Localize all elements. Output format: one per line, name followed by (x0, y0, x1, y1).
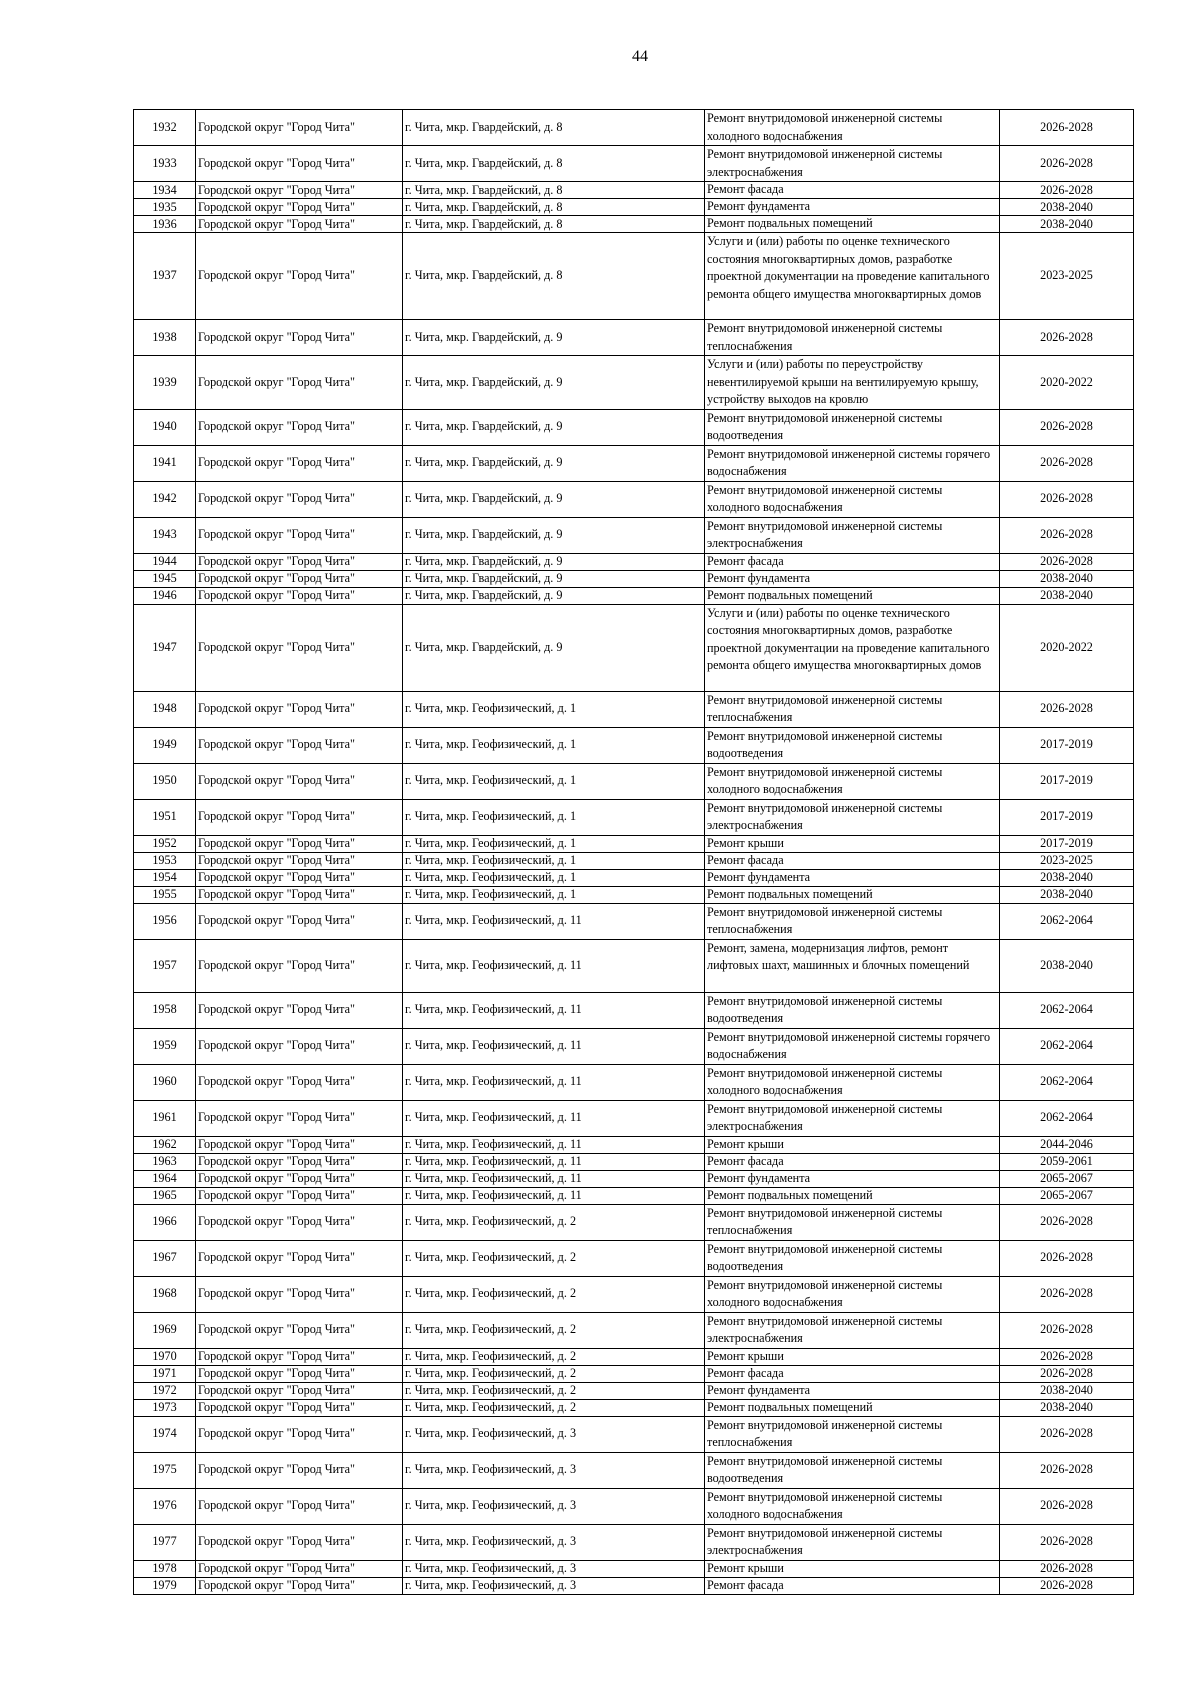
work-type-cell: Ремонт фундамента (705, 1170, 1000, 1187)
period-cell: 2026-2028 (1000, 553, 1134, 570)
municipality-cell: Городской округ "Город Чита" (196, 1170, 403, 1187)
table-row (134, 146, 1134, 182)
period-cell: 2059-2061 (1000, 1153, 1134, 1170)
period-cell: 2026-2028 (1000, 182, 1134, 199)
municipality-cell: Городской округ "Город Чита" (196, 481, 403, 517)
table-row (134, 182, 1134, 199)
work-type-cell: Ремонт внутридомовой инженерной системы электроснабжения (705, 1100, 1000, 1136)
period-cell: 2026-2028 (1000, 1348, 1134, 1365)
table-row (134, 1524, 1134, 1560)
address-cell: г. Чита, мкр. Геофизический, д. 2 (403, 1399, 705, 1416)
table-row (134, 835, 1134, 852)
address-cell: г. Чита, мкр. Геофизический, д. 1 (403, 763, 705, 799)
period-cell: 2026-2028 (1000, 445, 1134, 481)
address-cell: г. Чита, мкр. Гвардейский, д. 9 (403, 481, 705, 517)
work-type-cell: Ремонт фасада (705, 182, 1000, 199)
row-number-cell: 1952 (134, 835, 196, 852)
municipality-cell: Городской округ "Город Чита" (196, 763, 403, 799)
period-cell: 2065-2067 (1000, 1187, 1134, 1204)
municipality-cell: Городской округ "Город Чита" (196, 199, 403, 216)
municipality-cell: Городской округ "Город Чита" (196, 869, 403, 886)
municipality-cell: Городской округ "Город Чита" (196, 1577, 403, 1594)
work-type-cell: Ремонт внутридомовой инженерной системы горячего водоснабжения (705, 445, 1000, 481)
work-type-cell: Ремонт внутридомовой инженерной системы холодного водоснабжения (705, 1276, 1000, 1312)
table-row (134, 903, 1134, 939)
work-type-cell: Ремонт фундамента (705, 1382, 1000, 1399)
period-cell: 2026-2028 (1000, 1312, 1134, 1348)
address-cell: г. Чита, мкр. Геофизический, д. 3 (403, 1488, 705, 1524)
work-type-cell: Ремонт внутридомовой инженерной системы теплоснабжения (705, 691, 1000, 727)
address-cell: г. Чита, мкр. Гвардейский, д. 8 (403, 146, 705, 182)
work-type-cell: Ремонт подвальных помещений (705, 216, 1000, 233)
capital-repair-register-table (133, 109, 1134, 1595)
table-row (134, 110, 1134, 146)
address-cell: г. Чита, мкр. Геофизический, д. 1 (403, 869, 705, 886)
address-cell: г. Чита, мкр. Геофизический, д. 2 (403, 1240, 705, 1276)
municipality-cell: Городской округ "Город Чита" (196, 445, 403, 481)
work-type-cell: Ремонт внутридомовой инженерной системы электроснабжения (705, 799, 1000, 835)
municipality-cell: Городской округ "Город Чита" (196, 1136, 403, 1153)
municipality-cell: Городской округ "Город Чита" (196, 587, 403, 604)
row-number-cell: 1969 (134, 1312, 196, 1348)
municipality-cell: Городской округ "Город Чита" (196, 992, 403, 1028)
work-type-cell: Услуги и (или) работы по оценке технического состояния многоквартирных домов, разработке проектной документации на проведение капитального ремонта общего имущества многоквартирных домов (705, 604, 1000, 691)
municipality-cell: Городской округ "Город Чита" (196, 320, 403, 356)
work-type-cell: Ремонт внутридомовой инженерной системы теплоснабжения (705, 1416, 1000, 1452)
period-cell: 2062-2064 (1000, 992, 1134, 1028)
period-cell: 2017-2019 (1000, 835, 1134, 852)
table-row (134, 517, 1134, 553)
row-number-cell: 1940 (134, 409, 196, 445)
period-cell: 2038-2040 (1000, 886, 1134, 903)
period-cell: 2026-2028 (1000, 1577, 1134, 1594)
row-number-cell: 1932 (134, 110, 196, 146)
row-number-cell: 1975 (134, 1452, 196, 1488)
table-row (134, 763, 1134, 799)
work-type-cell: Ремонт крыши (705, 1136, 1000, 1153)
table-row (134, 1577, 1134, 1594)
municipality-cell: Городской округ "Город Чита" (196, 356, 403, 410)
row-number-cell: 1964 (134, 1170, 196, 1187)
table-row (134, 553, 1134, 570)
municipality-cell: Городской округ "Город Чита" (196, 799, 403, 835)
period-cell: 2038-2040 (1000, 869, 1134, 886)
table-row (134, 1452, 1134, 1488)
table-row (134, 886, 1134, 903)
row-number-cell: 1939 (134, 356, 196, 410)
municipality-cell: Городской округ "Город Чита" (196, 517, 403, 553)
address-cell: г. Чита, мкр. Гвардейский, д. 8 (403, 182, 705, 199)
table-row (134, 1136, 1134, 1153)
period-cell: 2038-2040 (1000, 199, 1134, 216)
period-cell: 2062-2064 (1000, 1100, 1134, 1136)
address-cell: г. Чита, мкр. Геофизический, д. 11 (403, 903, 705, 939)
address-cell: г. Чита, мкр. Гвардейский, д. 9 (403, 570, 705, 587)
row-number-cell: 1968 (134, 1276, 196, 1312)
municipality-cell: Городской округ "Город Чита" (196, 1312, 403, 1348)
row-number-cell: 1959 (134, 1028, 196, 1064)
table-row (134, 320, 1134, 356)
address-cell: г. Чита, мкр. Гвардейский, д. 8 (403, 110, 705, 146)
work-type-cell: Ремонт подвальных помещений (705, 587, 1000, 604)
municipality-cell: Городской округ "Город Чита" (196, 570, 403, 587)
period-cell: 2062-2064 (1000, 1028, 1134, 1064)
row-number-cell: 1937 (134, 233, 196, 320)
period-cell: 2023-2025 (1000, 233, 1134, 320)
municipality-cell: Городской округ "Город Чита" (196, 1187, 403, 1204)
work-type-cell: Ремонт внутридомовой инженерной системы холодного водоснабжения (705, 110, 1000, 146)
row-number-cell: 1977 (134, 1524, 196, 1560)
period-cell: 2062-2064 (1000, 1064, 1134, 1100)
row-number-cell: 1958 (134, 992, 196, 1028)
period-cell: 2026-2028 (1000, 110, 1134, 146)
row-number-cell: 1971 (134, 1365, 196, 1382)
period-cell: 2026-2028 (1000, 320, 1134, 356)
row-number-cell: 1963 (134, 1153, 196, 1170)
work-type-cell: Ремонт фасада (705, 1365, 1000, 1382)
row-number-cell: 1933 (134, 146, 196, 182)
address-cell: г. Чита, мкр. Геофизический, д. 3 (403, 1452, 705, 1488)
work-type-cell: Ремонт внутридомовой инженерной системы теплоснабжения (705, 1204, 1000, 1240)
work-type-cell: Ремонт крыши (705, 1348, 1000, 1365)
period-cell: 2026-2028 (1000, 1416, 1134, 1452)
row-number-cell: 1955 (134, 886, 196, 903)
row-number-cell: 1962 (134, 1136, 196, 1153)
row-number-cell: 1936 (134, 216, 196, 233)
work-type-cell: Ремонт внутридомовой инженерной системы водоотведения (705, 727, 1000, 763)
table-row (134, 691, 1134, 727)
period-cell: 2017-2019 (1000, 799, 1134, 835)
row-number-cell: 1934 (134, 182, 196, 199)
table-row (134, 1365, 1134, 1382)
municipality-cell: Городской округ "Город Чита" (196, 409, 403, 445)
municipality-cell: Городской округ "Город Чита" (196, 1452, 403, 1488)
address-cell: г. Чита, мкр. Геофизический, д. 1 (403, 799, 705, 835)
address-cell: г. Чита, мкр. Гвардейский, д. 9 (403, 409, 705, 445)
table-row (134, 799, 1134, 835)
work-type-cell: Ремонт внутридомовой инженерной системы электроснабжения (705, 517, 1000, 553)
municipality-cell: Городской округ "Город Чита" (196, 691, 403, 727)
work-type-cell: Ремонт фасада (705, 1577, 1000, 1594)
table-row (134, 409, 1134, 445)
work-type-cell: Ремонт подвальных помещений (705, 886, 1000, 903)
work-type-cell: Ремонт внутридомовой инженерной системы теплоснабжения (705, 320, 1000, 356)
period-cell: 2026-2028 (1000, 1560, 1134, 1577)
address-cell: г. Чита, мкр. Гвардейский, д. 9 (403, 356, 705, 410)
table-row (134, 939, 1134, 992)
register-body (134, 110, 1134, 1595)
work-type-cell: Ремонт внутридомовой инженерной системы водоотведения (705, 992, 1000, 1028)
address-cell: г. Чита, мкр. Геофизический, д. 1 (403, 691, 705, 727)
period-cell: 2044-2046 (1000, 1136, 1134, 1153)
table-row (134, 1276, 1134, 1312)
page-number: 44 (632, 48, 648, 65)
period-cell: 2026-2028 (1000, 1524, 1134, 1560)
work-type-cell: Ремонт внутридомовой инженерной системы холодного водоснабжения (705, 1064, 1000, 1100)
row-number-cell: 1967 (134, 1240, 196, 1276)
row-number-cell: 1954 (134, 869, 196, 886)
table-row (134, 1204, 1134, 1240)
row-number-cell: 1942 (134, 481, 196, 517)
period-cell: 2038-2040 (1000, 1399, 1134, 1416)
period-cell: 2026-2028 (1000, 481, 1134, 517)
period-cell: 2038-2040 (1000, 939, 1134, 992)
table-row (134, 216, 1134, 233)
address-cell: г. Чита, мкр. Гвардейский, д. 9 (403, 445, 705, 481)
row-number-cell: 1953 (134, 852, 196, 869)
municipality-cell: Городской округ "Город Чита" (196, 1028, 403, 1064)
table-row (134, 1187, 1134, 1204)
address-cell: г. Чита, мкр. Геофизический, д. 11 (403, 939, 705, 992)
row-number-cell: 1966 (134, 1204, 196, 1240)
table-row (134, 1028, 1134, 1064)
municipality-cell: Городской округ "Город Чита" (196, 233, 403, 320)
row-number-cell: 1957 (134, 939, 196, 992)
row-number-cell: 1944 (134, 553, 196, 570)
table-row (134, 869, 1134, 886)
table-row (134, 1312, 1134, 1348)
address-cell: г. Чита, мкр. Геофизический, д. 2 (403, 1348, 705, 1365)
row-number-cell: 1938 (134, 320, 196, 356)
work-type-cell: Ремонт фундамента (705, 570, 1000, 587)
municipality-cell: Городской округ "Город Чита" (196, 1153, 403, 1170)
municipality-cell: Городской округ "Город Чита" (196, 1064, 403, 1100)
period-cell: 2017-2019 (1000, 763, 1134, 799)
work-type-cell: Услуги и (или) работы по оценке технического состояния многоквартирных домов, разработке проектной документации на проведение капитального ремонта общего имущества многоквартирных домов (705, 233, 1000, 320)
table-row (134, 992, 1134, 1028)
address-cell: г. Чита, мкр. Геофизический, д. 2 (403, 1365, 705, 1382)
table-row (134, 1348, 1134, 1365)
work-type-cell: Ремонт, замена, модернизация лифтов, ремонт лифтовых шахт, машинных и блочных помещений (705, 939, 1000, 992)
period-cell: 2026-2028 (1000, 146, 1134, 182)
row-number-cell: 1950 (134, 763, 196, 799)
work-type-cell: Ремонт подвальных помещений (705, 1187, 1000, 1204)
period-cell: 2026-2028 (1000, 1204, 1134, 1240)
table-row (134, 1064, 1134, 1100)
municipality-cell: Городской округ "Город Чита" (196, 604, 403, 691)
address-cell: г. Чита, мкр. Гвардейский, д. 8 (403, 233, 705, 320)
work-type-cell: Услуги и (или) работы по переустройству невентилируемой крыши на вентилируемую крышу, устройству выходов на кровлю (705, 356, 1000, 410)
row-number-cell: 1972 (134, 1382, 196, 1399)
address-cell: г. Чита, мкр. Геофизический, д. 11 (403, 1064, 705, 1100)
table-row (134, 587, 1134, 604)
municipality-cell: Городской округ "Город Чита" (196, 1204, 403, 1240)
address-cell: г. Чита, мкр. Геофизический, д. 1 (403, 727, 705, 763)
work-type-cell: Ремонт внутридомовой инженерной системы водоотведения (705, 409, 1000, 445)
work-type-cell: Ремонт внутридомовой инженерной системы электроснабжения (705, 1312, 1000, 1348)
work-type-cell: Ремонт внутридомовой инженерной системы холодного водоснабжения (705, 1488, 1000, 1524)
row-number-cell: 1973 (134, 1399, 196, 1416)
address-cell: г. Чита, мкр. Геофизический, д. 1 (403, 852, 705, 869)
municipality-cell: Городской округ "Город Чита" (196, 553, 403, 570)
period-cell: 2026-2028 (1000, 1452, 1134, 1488)
municipality-cell: Городской округ "Город Чита" (196, 1240, 403, 1276)
table-row (134, 1416, 1134, 1452)
work-type-cell: Ремонт внутридомовой инженерной системы водоотведения (705, 1452, 1000, 1488)
row-number-cell: 1956 (134, 903, 196, 939)
address-cell: г. Чита, мкр. Геофизический, д. 3 (403, 1560, 705, 1577)
period-cell: 2026-2028 (1000, 1276, 1134, 1312)
table-row (134, 1240, 1134, 1276)
row-number-cell: 1961 (134, 1100, 196, 1136)
work-type-cell: Ремонт крыши (705, 1560, 1000, 1577)
address-cell: г. Чита, мкр. Геофизический, д. 2 (403, 1204, 705, 1240)
address-cell: г. Чита, мкр. Геофизический, д. 11 (403, 1028, 705, 1064)
table-row (134, 1153, 1134, 1170)
period-cell: 2038-2040 (1000, 587, 1134, 604)
work-type-cell: Ремонт подвальных помещений (705, 1399, 1000, 1416)
period-cell: 2038-2040 (1000, 1382, 1134, 1399)
row-number-cell: 1951 (134, 799, 196, 835)
period-cell: 2038-2040 (1000, 216, 1134, 233)
work-type-cell: Ремонт внутридомовой инженерной системы теплоснабжения (705, 903, 1000, 939)
address-cell: г. Чита, мкр. Геофизический, д. 2 (403, 1312, 705, 1348)
address-cell: г. Чита, мкр. Гвардейский, д. 9 (403, 587, 705, 604)
address-cell: г. Чита, мкр. Гвардейский, д. 8 (403, 216, 705, 233)
period-cell: 2026-2028 (1000, 691, 1134, 727)
period-cell: 2026-2028 (1000, 1488, 1134, 1524)
address-cell: г. Чита, мкр. Геофизический, д. 11 (403, 1136, 705, 1153)
municipality-cell: Городской округ "Город Чита" (196, 1382, 403, 1399)
table-row (134, 570, 1134, 587)
period-cell: 2017-2019 (1000, 727, 1134, 763)
municipality-cell: Городской округ "Город Чита" (196, 1524, 403, 1560)
municipality-cell: Городской округ "Город Чита" (196, 1348, 403, 1365)
row-number-cell: 1970 (134, 1348, 196, 1365)
table-row (134, 481, 1134, 517)
table-row (134, 727, 1134, 763)
row-number-cell: 1935 (134, 199, 196, 216)
address-cell: г. Чита, мкр. Геофизический, д. 1 (403, 835, 705, 852)
work-type-cell: Ремонт внутридомовой инженерной системы холодного водоснабжения (705, 763, 1000, 799)
address-cell: г. Чита, мкр. Геофизический, д. 11 (403, 992, 705, 1028)
table-row (134, 1170, 1134, 1187)
address-cell: г. Чита, мкр. Геофизический, д. 11 (403, 1153, 705, 1170)
address-cell: г. Чита, мкр. Геофизический, д. 11 (403, 1187, 705, 1204)
work-type-cell: Ремонт фундамента (705, 869, 1000, 886)
address-cell: г. Чита, мкр. Гвардейский, д. 9 (403, 517, 705, 553)
period-cell: 2026-2028 (1000, 409, 1134, 445)
address-cell: г. Чита, мкр. Геофизический, д. 11 (403, 1170, 705, 1187)
address-cell: г. Чита, мкр. Геофизический, д. 2 (403, 1382, 705, 1399)
work-type-cell: Ремонт внутридомовой инженерной системы горячего водоснабжения (705, 1028, 1000, 1064)
municipality-cell: Городской округ "Город Чита" (196, 182, 403, 199)
period-cell: 2020-2022 (1000, 356, 1134, 410)
address-cell: г. Чита, мкр. Гвардейский, д. 9 (403, 553, 705, 570)
municipality-cell: Городской округ "Город Чита" (196, 146, 403, 182)
municipality-cell: Городской округ "Город Чита" (196, 1560, 403, 1577)
municipality-cell: Городской округ "Город Чита" (196, 1365, 403, 1382)
address-cell: г. Чита, мкр. Геофизический, д. 2 (403, 1276, 705, 1312)
address-cell: г. Чита, мкр. Геофизический, д. 3 (403, 1524, 705, 1560)
row-number-cell: 1946 (134, 587, 196, 604)
period-cell: 2020-2022 (1000, 604, 1134, 691)
table-row (134, 1399, 1134, 1416)
row-number-cell: 1945 (134, 570, 196, 587)
work-type-cell: Ремонт внутридомовой инженерной системы электроснабжения (705, 1524, 1000, 1560)
address-cell: г. Чита, мкр. Геофизический, д. 3 (403, 1416, 705, 1452)
row-number-cell: 1948 (134, 691, 196, 727)
municipality-cell: Городской округ "Город Чита" (196, 216, 403, 233)
row-number-cell: 1949 (134, 727, 196, 763)
work-type-cell: Ремонт внутридомовой инженерной системы водоотведения (705, 1240, 1000, 1276)
municipality-cell: Городской округ "Город Чита" (196, 1399, 403, 1416)
municipality-cell: Городской округ "Город Чита" (196, 110, 403, 146)
table-row (134, 604, 1134, 691)
address-cell: г. Чита, мкр. Гвардейский, д. 8 (403, 199, 705, 216)
period-cell: 2026-2028 (1000, 517, 1134, 553)
table-row (134, 1560, 1134, 1577)
table-row (134, 852, 1134, 869)
address-cell: г. Чита, мкр. Геофизический, д. 1 (403, 886, 705, 903)
work-type-cell: Ремонт фасада (705, 553, 1000, 570)
row-number-cell: 1974 (134, 1416, 196, 1452)
municipality-cell: Городской округ "Город Чита" (196, 886, 403, 903)
row-number-cell: 1979 (134, 1577, 196, 1594)
row-number-cell: 1976 (134, 1488, 196, 1524)
address-cell: г. Чита, мкр. Геофизический, д. 11 (403, 1100, 705, 1136)
address-cell: г. Чита, мкр. Геофизический, д. 3 (403, 1577, 705, 1594)
period-cell: 2038-2040 (1000, 570, 1134, 587)
municipality-cell: Городской округ "Город Чита" (196, 727, 403, 763)
period-cell: 2062-2064 (1000, 903, 1134, 939)
period-cell: 2065-2067 (1000, 1170, 1134, 1187)
row-number-cell: 1978 (134, 1560, 196, 1577)
table-row (134, 445, 1134, 481)
table-row (134, 199, 1134, 216)
period-cell: 2023-2025 (1000, 852, 1134, 869)
table-row (134, 233, 1134, 320)
municipality-cell: Городской округ "Город Чита" (196, 1416, 403, 1452)
row-number-cell: 1941 (134, 445, 196, 481)
work-type-cell: Ремонт фасада (705, 852, 1000, 869)
work-type-cell: Ремонт внутридомовой инженерной системы электроснабжения (705, 146, 1000, 182)
work-type-cell: Ремонт фасада (705, 1153, 1000, 1170)
municipality-cell: Городской округ "Город Чита" (196, 939, 403, 992)
row-number-cell: 1947 (134, 604, 196, 691)
work-type-cell: Ремонт крыши (705, 835, 1000, 852)
row-number-cell: 1960 (134, 1064, 196, 1100)
municipality-cell: Городской округ "Город Чита" (196, 903, 403, 939)
table-row (134, 1382, 1134, 1399)
row-number-cell: 1943 (134, 517, 196, 553)
municipality-cell: Городской округ "Город Чита" (196, 835, 403, 852)
work-type-cell: Ремонт внутридомовой инженерной системы холодного водоснабжения (705, 481, 1000, 517)
work-type-cell: Ремонт фундамента (705, 199, 1000, 216)
address-cell: г. Чита, мкр. Гвардейский, д. 9 (403, 604, 705, 691)
address-cell: г. Чита, мкр. Гвардейский, д. 9 (403, 320, 705, 356)
municipality-cell: Городской округ "Город Чита" (196, 1276, 403, 1312)
table-row (134, 1488, 1134, 1524)
period-cell: 2026-2028 (1000, 1365, 1134, 1382)
table-row (134, 356, 1134, 410)
period-cell: 2026-2028 (1000, 1240, 1134, 1276)
municipality-cell: Городской округ "Город Чита" (196, 1100, 403, 1136)
row-number-cell: 1965 (134, 1187, 196, 1204)
table-row (134, 1100, 1134, 1136)
municipality-cell: Городской округ "Город Чита" (196, 1488, 403, 1524)
municipality-cell: Городской округ "Город Чита" (196, 852, 403, 869)
